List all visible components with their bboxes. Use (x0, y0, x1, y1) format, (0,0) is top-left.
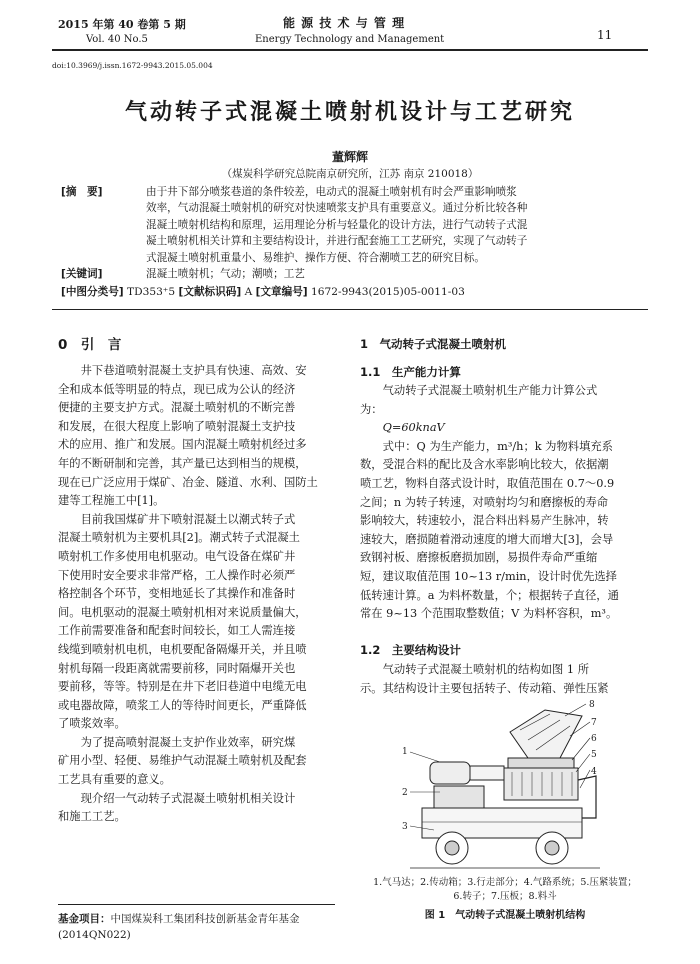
header-rule (52, 49, 648, 51)
figure-legend-line-2: 6.转子；7.压板；8.料斗 (453, 891, 557, 902)
text-line: 和发展，在很大程度上影响了喷射混凝土支护技 (58, 419, 296, 433)
text-line: 或电器故障，喷浆工人的等待时间更长，严重降低 (58, 698, 307, 712)
text-line: 示。其结构设计主要包括转子、传动箱、弹性压紧 (360, 681, 609, 695)
text-line: 和施工工艺。 (58, 810, 126, 824)
text-line: 术的应用、推广和发展。国内混凝土喷射机经过多 (58, 438, 307, 452)
section-1-1-heading: 1.1 生产能力计算 (360, 365, 461, 379)
section-0-heading: 0 引 言 (58, 337, 122, 353)
figure-legend-line-1: 1.气马达；2.传动箱；3.行走部分；4.气路系统；5.压紧装置； (373, 877, 637, 888)
text-line: 之间；n 为转子转速，对喷射均匀和磨擦板的寿命 (360, 495, 609, 509)
text-line: 下使用时安全要求非常严格，工人操作时必须严 (58, 568, 296, 582)
section-1-heading: 1 气动转子式混凝土喷射机 (360, 337, 507, 351)
callout-2: 2 (402, 788, 408, 798)
text-line: 短，建议取值范围 10~13 r/min，设计时优先选择 (360, 569, 617, 583)
text-line: 建等工程施工中[1]。 (58, 494, 165, 508)
abstract-line: 混凝土喷射机结构和原理，运用理论分析与轻量化的设计方法，进行气动转子式混 (146, 218, 528, 231)
text-line: 了喷浆效率。 (58, 717, 126, 731)
gearbox-shape (434, 786, 484, 808)
text-line: 要前移，等等。特别是在井下老旧巷道中电缆无电 (58, 680, 307, 694)
clc-label: [中图分类号] (61, 286, 124, 298)
text-line: 混凝土喷射机为主要机具[2]。潮式转子式混凝土 (58, 531, 300, 545)
doi: doi:10.3969/j.issn.1672-9943.2015.05.004 (52, 61, 213, 70)
footnote (58, 911, 338, 943)
right-column-2 (360, 661, 645, 698)
callout-6: 6 (591, 734, 597, 744)
right-column-1 (360, 382, 645, 624)
callout-4: 4 (591, 767, 597, 777)
author-affiliation: （煤炭科学研究总院南京研究所，江苏 南京 210018） (221, 168, 479, 180)
air-motor-shape (430, 762, 470, 784)
text-line: 全和成本低等明显的特点，现已成为公认的经济 (58, 382, 296, 396)
article-number-label: [文章编号] (255, 286, 308, 298)
abstract-line: 凝土喷射机相关计算和主要结构设计，并进行配套施工工艺研究，实现了气动转子 (146, 235, 528, 248)
callout-5: 5 (591, 750, 597, 760)
text-line: 速较大，磨损随着滑动速度的增大而增大[3]，会导 (360, 532, 614, 546)
figure-caption: 图 1 气动转子式混凝土喷射机结构 (424, 910, 586, 921)
text-line: 现介绍一气动转子式混凝土喷射机相关设计 (80, 791, 296, 805)
text-line: 格控制各个环节，变相地延长了其操作和准备时 (58, 587, 296, 601)
text-line: 工作前需要准备和配套时间较长，如工人需连接 (58, 624, 296, 638)
text-line: 目前我国煤矿井下喷射混凝土以潮式转子式 (80, 512, 296, 526)
abstract-line: 式混凝土喷射机重量小、易维护、操作方便、符合潮喷工艺的研究目标。 (146, 251, 485, 264)
section-1-2-heading: 1.2 主要结构设计 (360, 643, 461, 657)
text-line: 线缆到喷射机电机，电机要配备隔爆开关，并且喷 (58, 642, 307, 656)
doc-code-label: [文献标识码] (178, 286, 242, 298)
text-line: 便捷的主要支护方式。混凝土喷射机的不断完善 (58, 401, 296, 415)
text-line: 为了提高喷射混凝土支护作业效率，研究煤 (80, 735, 296, 749)
journal-title-cn: 能 源 技 术 与 管 理 (283, 16, 406, 30)
intro-paragraph-1 (58, 362, 335, 511)
text-line: 现在已广泛应用于煤矿、冶金、隧道、水利、国防土 (58, 475, 318, 489)
text-line: 式中：Q 为生产能力，m³/h；k 为物料填充系 (382, 439, 613, 453)
issue-info-cn: 2015 年第 40 卷第 5 期 (58, 18, 186, 31)
footnote-text-2: (2014QN022) (58, 929, 131, 941)
text-line: 矿用小型、轻便、易维护气动混凝土喷射机及配套 (58, 754, 307, 768)
doc-code-value: A (244, 286, 253, 298)
intro-paragraph-3 (58, 734, 335, 790)
callout-8: 8 (589, 700, 595, 710)
hopper-shape (510, 710, 582, 758)
figure-legend (360, 876, 650, 904)
intro-paragraph-2 (58, 511, 335, 734)
article-title: 气动转子式混凝土喷射机设计与工艺研究 (124, 99, 575, 125)
callout-3: 3 (402, 822, 408, 832)
classification-row (61, 284, 465, 300)
press-plate-shape (508, 758, 574, 768)
abstract-line: 效率，气动混凝土喷射机的研究对快速喷浆支护具有重要意义。通过分析比较各种 (146, 202, 528, 215)
intro-paragraph-4 (58, 790, 335, 827)
rotor-shape (504, 768, 578, 800)
clc-value: TD353⁺5 (127, 286, 176, 298)
text-line: 年的不断研制和完善，其产量已达到相当的规模， (58, 456, 307, 470)
text-line: 致钢衬板、磨擦板磨损加剧，易损件寿命严重缩 (360, 551, 598, 565)
abstract-label: [摘 要] (61, 186, 103, 198)
text-line: 喷射机工作多使用电机驱动。电气设备在煤矿井 (58, 549, 296, 563)
article-number-value: 1672-9943(2015)05-0011-03 (311, 286, 465, 298)
text-line: 为： (360, 402, 383, 416)
text-line: 射机每隔一段距离就需要前移，同时隔爆开关也 (58, 661, 296, 675)
abstract-body (146, 184, 646, 266)
author-name: 董辉辉 (331, 150, 368, 164)
formula: Q=60knaV (382, 421, 445, 435)
abstract-rule (52, 309, 648, 310)
keywords-label: [关键词] (61, 268, 103, 280)
issue-info-en: Vol. 40 No.5 (86, 34, 148, 45)
left-column (58, 362, 335, 827)
footnote-rule (58, 904, 335, 905)
footnote-label: 基金项目： (58, 913, 111, 925)
shotcrete-machine-figure (400, 700, 610, 875)
callout-1: 1 (402, 747, 408, 757)
text-line: 低转速计算。a 为料杯数量，个；根据转子直径，通 (360, 588, 619, 602)
callout-7: 7 (591, 718, 597, 728)
footnote-text: 中国煤炭科工集团科技创新基金青年基金 (110, 913, 300, 925)
text-line: 间。电机驱动的混凝土喷射机相对来说质量偏大， (58, 605, 307, 619)
text-line: 工艺具有重要的意义。 (58, 773, 171, 787)
keywords-text: 混凝土喷射机；气动；潮喷；工艺 (146, 268, 305, 280)
text-line: 井下巷道喷射混凝土支护具有快速、高效、安 (80, 364, 307, 377)
abstract-line: 由于井下部分喷浆巷道的条件较差，电动式的混凝土喷射机有时会严重影响喷浆 (146, 186, 517, 198)
text-line: 常在 9~13 个范围取整数值；V 为料杯容积，m³。 (360, 607, 618, 621)
text-line: 数，受混合料的配比及含水率影响比较大，依据潮 (360, 458, 609, 472)
text-line: 影响较大，转速较小，混合料出料易产生脉冲，转 (360, 514, 609, 528)
journal-title-en: Energy Technology and Management (255, 34, 445, 45)
page-number: 11 (597, 28, 613, 42)
text-line: 气动转子式混凝土喷射机生产能力计算公式 (382, 384, 598, 397)
text-line: 喷工艺，物料自落式设计时，取值范围在 0.7～0.9 (360, 476, 615, 490)
text-line: 气动转子式混凝土喷射机的结构如图 1 所 (382, 663, 590, 676)
